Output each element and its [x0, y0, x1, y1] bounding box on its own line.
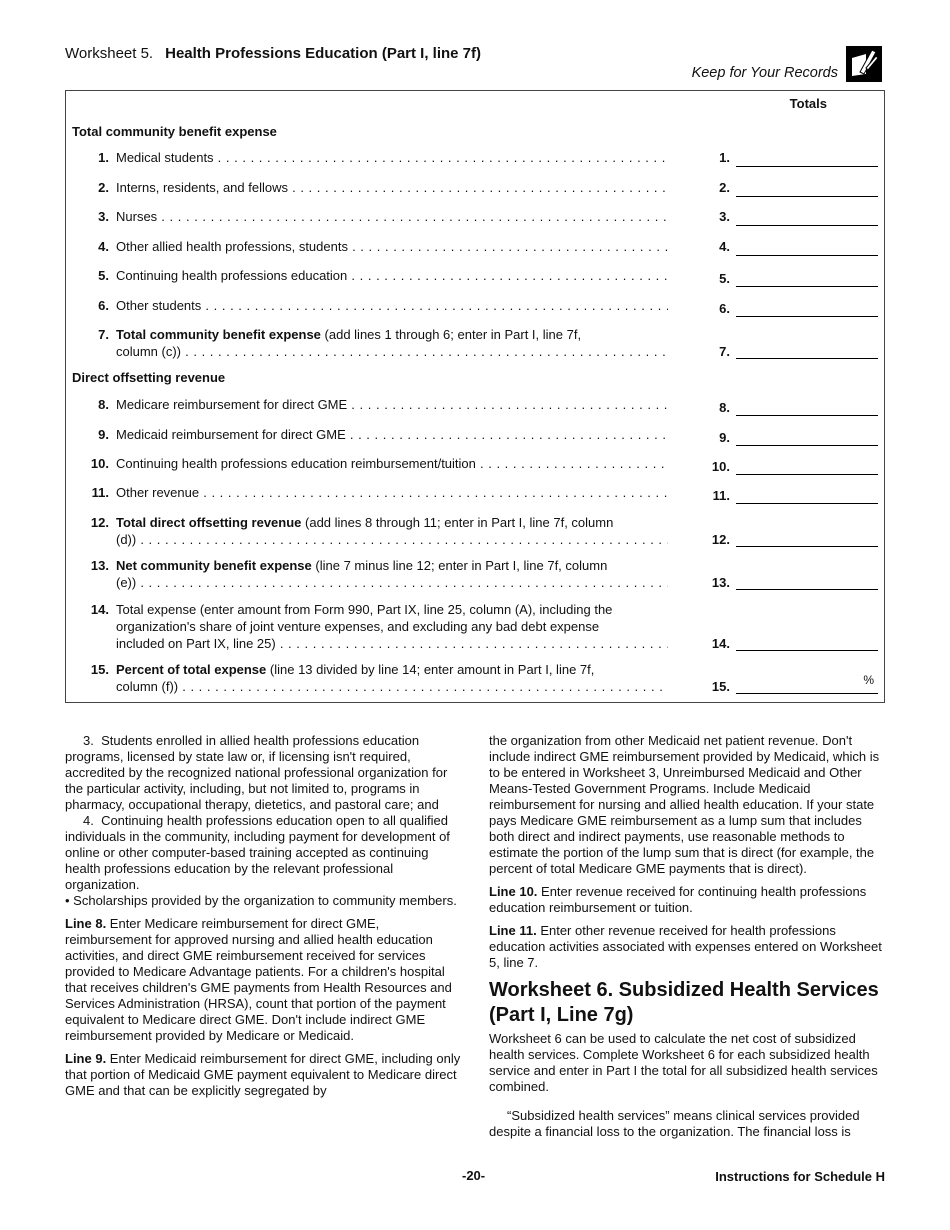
page-number: -20- — [462, 1168, 486, 1183]
amount-field[interactable] — [736, 457, 878, 475]
amount-field[interactable] — [736, 486, 878, 504]
line-description: Other allied health professions, students . . . — [116, 238, 668, 255]
line-ref: 8. — [719, 400, 730, 415]
line-ref: 5. — [719, 271, 730, 286]
paragraph-item-4: 4. Continuing health professions education open to all qualified individuals in the community, including payment for development of online or other computer-based training accepted as continuing health professions education by the relevant professional organization. — [65, 813, 450, 892]
line-number: 11. — [91, 485, 109, 500]
line-number: 9. — [98, 427, 109, 442]
worksheet-line-15 — [66, 661, 884, 697]
line-number: 14. — [90, 602, 109, 617]
line-number: 2. — [98, 180, 109, 195]
paragraph-scholarships: • Scholarships provided by the organization to community members. — [65, 893, 457, 908]
line-ref: 15. — [711, 679, 730, 694]
worksheet-header — [65, 45, 481, 62]
footer-document-title: Instructions for Schedule H — [715, 1169, 885, 1184]
section-direct-offsetting-revenue: Direct offsetting revenue — [72, 370, 226, 385]
line-ref: 12. — [711, 532, 730, 547]
paragraph-line-9: Line 9. Enter Medicaid reimbursement for direct GME, including only that portion of Medicaid GME payment equivalent to Medicare direct GME and that can be explicitly segregated by — [65, 1051, 461, 1098]
left-text-column — [65, 733, 463, 1106]
amount-field[interactable] — [736, 529, 878, 547]
line-ref: 11. — [712, 488, 730, 503]
percent-field[interactable] — [736, 673, 878, 694]
line-description-cont: (e)) . . . — [116, 574, 668, 591]
line-description-first: Total community benefit expense (add lines 1 through 6; enter in Part I, line 7f, — [116, 327, 582, 342]
worksheet-label: Worksheet 5. — [65, 45, 154, 62]
right-text-column — [489, 733, 885, 1140]
amount-field[interactable] — [736, 179, 878, 197]
amount-field[interactable] — [736, 428, 878, 446]
worksheet-line-13 — [66, 557, 884, 593]
totals-header: Totals — [789, 96, 827, 111]
line-description: Medicare reimbursement for direct GME . . . — [116, 396, 668, 413]
line-ref: 6. — [719, 301, 730, 316]
line-description-cont: (d)) . . . — [116, 531, 668, 548]
amount-field[interactable] — [736, 269, 878, 287]
paragraph-medicaid-cont: the organization from other Medicaid net patient revenue. Don't include indirect GME reimbursement provided by Medicaid, which is to be entered in Worksheet 3, Unreimbursed Medicaid and Other Means-Tested Government Programs. Include Medicaid reimbursement for nursing and allied health education. If your state pays Medicare GME reimbursement as a lump sum that includes both direct and indirect payments, use reasonable methods to estimate the portion of the lump sum that is direct (for example, the percent of total Medicare GME payments that is direct). — [489, 733, 880, 876]
line-description: Other revenue . . . — [116, 484, 668, 501]
line-number: 5. — [98, 268, 109, 283]
line-description-first: Percent of total expense (line 13 divided by line 14; enter amount in Part I, line 7f, — [116, 662, 595, 677]
section-total-community-benefit: Total community benefit expense — [72, 124, 277, 139]
line-description-cont: column (c)) . . . — [116, 343, 668, 360]
line-description-first: Total direct offsetting revenue (add lines 8 through 11; enter in Part I, line 7f, column — [116, 515, 614, 530]
line-number: 7. — [98, 327, 109, 342]
amount-field[interactable] — [736, 398, 878, 416]
line-description: Continuing health professions education reimbursement/tuition . . . — [116, 455, 668, 472]
line-ref: 3. — [719, 209, 730, 224]
line-ref: 9. — [719, 430, 730, 445]
line-description-mid: organization's share of joint venture expenses, and excluding any bad debt expense — [116, 619, 600, 634]
line-number: 1. — [98, 150, 109, 165]
line-description-first: Total expense (enter amount from Form 990, Part IX, line 25, column (A), including the — [116, 602, 613, 617]
paragraph-item-3: 3. Students enrolled in allied health professions education programs, licensed by state law or, if licensing isn't required, accredited by the recognized national professional organization for the particular activity, including, but not limited to, programs in pharmacy, occupational therapy, dietetics, and pastoral care; and — [65, 733, 448, 812]
line-number: 8. — [98, 397, 109, 412]
line-description-first: Net community benefit expense (line 7 minus line 12; enter in Part I, line 7f, column — [116, 558, 608, 573]
line-ref: 2. — [719, 180, 730, 195]
pen-paper-icon — [846, 46, 882, 82]
amount-field[interactable] — [736, 633, 878, 651]
line-description: Medicaid reimbursement for direct GME . . . — [116, 426, 668, 443]
worksheet-line-14 — [66, 601, 884, 655]
line-ref: 1. — [719, 150, 730, 165]
paragraph-line-10: Line 10. Enter revenue received for continuing health professions education reimbursement or tuition. — [489, 884, 867, 915]
worksheet-title: Health Professions Education (Part I, line 7f) — [165, 45, 482, 62]
amount-field[interactable] — [736, 238, 878, 256]
line-ref: 4. — [719, 239, 730, 254]
line-number: 12. — [90, 515, 109, 530]
keep-for-records: Keep for Your Records — [691, 65, 838, 81]
line-description: Continuing health professions education . . . — [116, 267, 668, 284]
line-number: 13. — [90, 558, 109, 573]
amount-field[interactable] — [736, 149, 878, 167]
paragraph-ws6-intro: Worksheet 6 can be used to calculate the net cost of subsidized health services. Complete Worksheet 6 for each subsidized health service and enter in Part I the total for all subsidized health services combined. — [489, 1031, 878, 1094]
line-ref: 10. — [711, 459, 730, 474]
line-number: 4. — [98, 239, 109, 254]
amount-field[interactable] — [736, 208, 878, 226]
amount-field[interactable] — [736, 572, 878, 590]
worksheet-line-7 — [66, 326, 884, 362]
line-description: Other students . . . — [116, 297, 668, 314]
line-description: Interns, residents, and fellows . . . — [116, 179, 668, 196]
line-number: 15. — [90, 662, 109, 677]
paragraph-line-11: Line 11. Enter other revenue received for health professions education activities associated with expenses entered on Worksheet 5, line 7. — [489, 923, 882, 970]
line-number: 6. — [98, 298, 109, 313]
paragraph-line-8: Line 8. Enter Medicare reimbursement for direct GME, reimbursement for approved nursing and allied health education activities, and direct GME reimbursement received for services provided to Medicare Advantage patients. For a children's hospital that receives children's GME payments from Health Resources and Services Administration (HRSA), count that portion of the payment equivalent to Medicare direct GME. Don't include indirect GME reimbursement provided by Medicare or Medicaid. — [65, 916, 452, 1043]
line-description-cont: column (f)) . . . — [116, 678, 668, 695]
amount-field[interactable] — [736, 341, 878, 359]
worksheet5-form — [65, 90, 885, 703]
line-ref: 7. — [719, 344, 730, 359]
amount-field[interactable] — [736, 299, 878, 317]
line-ref: 13. — [711, 575, 730, 590]
line-description-cont: included on Part IX, line 25) . . . — [116, 635, 668, 652]
worksheet-line-12 — [66, 514, 884, 550]
percent-sign: % — [863, 673, 874, 687]
paragraph-ws6-definition: “Subsidized health services” means clinical services provided despite a financial loss to the organization. The financial loss is — [489, 1108, 860, 1139]
line-description: Medical students . . . — [116, 149, 668, 166]
line-description: Nurses . . . — [116, 208, 668, 225]
line-number: 10. — [90, 456, 109, 471]
worksheet6-heading: Worksheet 6. Subsidized Health Services (Part I, Line 7g) — [489, 979, 879, 1026]
line-ref: 14. — [711, 636, 730, 651]
line-number: 3. — [98, 209, 109, 224]
